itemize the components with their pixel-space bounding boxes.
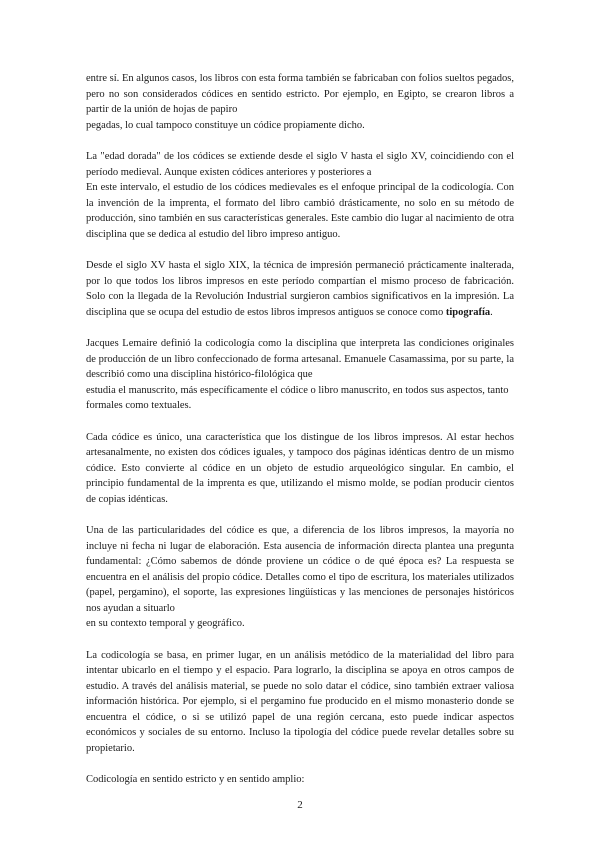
paragraph-4-text: Jacques Lemaire definió la codicología como la disciplina que interpreta las condiciones originales de producción de un libro confeccionado de forma artesanal. Emanuele Casamassima, por su parte, la describió como una disciplina histórico-filológica que xyxy=(86,338,514,380)
page-number: 2 xyxy=(297,799,303,811)
paragraph-4-continuation: estudia el manuscrito, más específicamente el códice o libro manuscrito, en todos sus aspectos, tanto formales como textuales. xyxy=(86,384,509,411)
paragraph-7 xyxy=(86,648,514,757)
paragraph-4 xyxy=(86,336,514,414)
paragraph-5-text: Cada códice es único, una característica que los distingue de los libros impresos. Al estar hechos artesanalmente, no existen dos códices iguales, y tampoco dos páginas idénticas dentro de un mismo códice. Esto convierte al códice en un objeto de estudio arqueológico singular. En cambio, el principio fundamental de la imprenta es que, utilizando el mismo molde, se podían producir cientos de copias idénticas. xyxy=(86,431,514,505)
paragraph-1-continuation: pegadas, lo cual tampoco constituye un códice propiamente dicho. xyxy=(86,119,365,131)
paragraph-2-text: La "edad dorada" de los códices se extiende desde el siglo V hasta el siglo XV, coincidiendo con el período medieval. Aunque existen códices anteriores y posteriores a xyxy=(86,151,514,178)
paragraph-3-bold-term: tipografía xyxy=(445,306,491,318)
paragraph-6-continuation: en su contexto temporal y geográfico. xyxy=(86,618,245,629)
paragraph-2 xyxy=(86,149,514,242)
paragraph-7-text: La codicología se basa, en primer lugar, en un análisis metódico de la materialidad del libro para intentar ubicarlo en el tiempo y el espacio. Para lograrlo, la disciplina se apoya en otros campos de estudio. A través del análisis material, se puede no solo datar el códice, sino también extraer valiosa información histórica. Por ejemplo, si el pergamino fue producido en el mismo monasterio donde se encuentra el códice, o si se utilizó papel de una región cercana, esto puede indicar aspectos económicos y sociales de su entorno. Incluso la tipología del códice puede revelar detalles sobre su propietario. xyxy=(86,649,514,754)
paragraph-3-end: . xyxy=(490,306,493,318)
body-text xyxy=(86,71,514,804)
paragraph-6 xyxy=(86,523,514,632)
section-heading-text: Codicología en sentido estricto y en sentido amplio: xyxy=(86,774,305,785)
paragraph-3-text: Desde el siglo XV hasta el siglo XIX, la técnica de impresión permaneció prácticamente inalterada, por lo que todos los libros impresos en este período compartían el mismo proceso de fabricación. Solo con la llegada de la Revolución Industrial surgieron cambios significativos en la impresión. La disciplina que se ocupa del estudio de estos libros impresos antiguos se conoce como xyxy=(86,260,514,318)
paragraph-3 xyxy=(86,258,514,320)
paragraph-5 xyxy=(86,430,514,508)
paragraph-2-continuation: En este intervalo, el estudio de los códices medievales es el enfoque principal de la codicología. Con la invención de la imprenta, el formato del libro cambió drásticamente, no solo en su método de producción, sino también en sus características generales. Este cambio dio lugar al nacimiento de otra disciplina que se dedica al estudio del libro impreso antiguo. xyxy=(86,182,514,240)
paragraph-1 xyxy=(86,71,514,133)
paragraph-8-heading xyxy=(86,772,514,788)
paragraph-1-text: entre sí. En algunos casos, los libros con esta forma también se fabricaban con folios sueltos pegados, pero no son considerados códices en sentido estricto. Por ejemplo, en Egipto, se crearon libros a partir de la unión de hojas de papiro xyxy=(86,73,514,115)
paragraph-6-text: Una de las particularidades del códice es que, a diferencia de los libros impresos, la mayoría no incluye ni fecha ni lugar de elaboración. Esta ausencia de información directa plantea una pregunta fundamental: ¿Cómo sabemos de dónde proviene un códice o de qué época es? La respuesta se encuentra en el análisis del propio códice. Detalles como el tipo de escritura, los materiales utilizados (papel, pergamino), el soporte, las expresiones lingüísticas y las menciones de personajes históricos nos ayudan a situarlo xyxy=(86,525,514,614)
